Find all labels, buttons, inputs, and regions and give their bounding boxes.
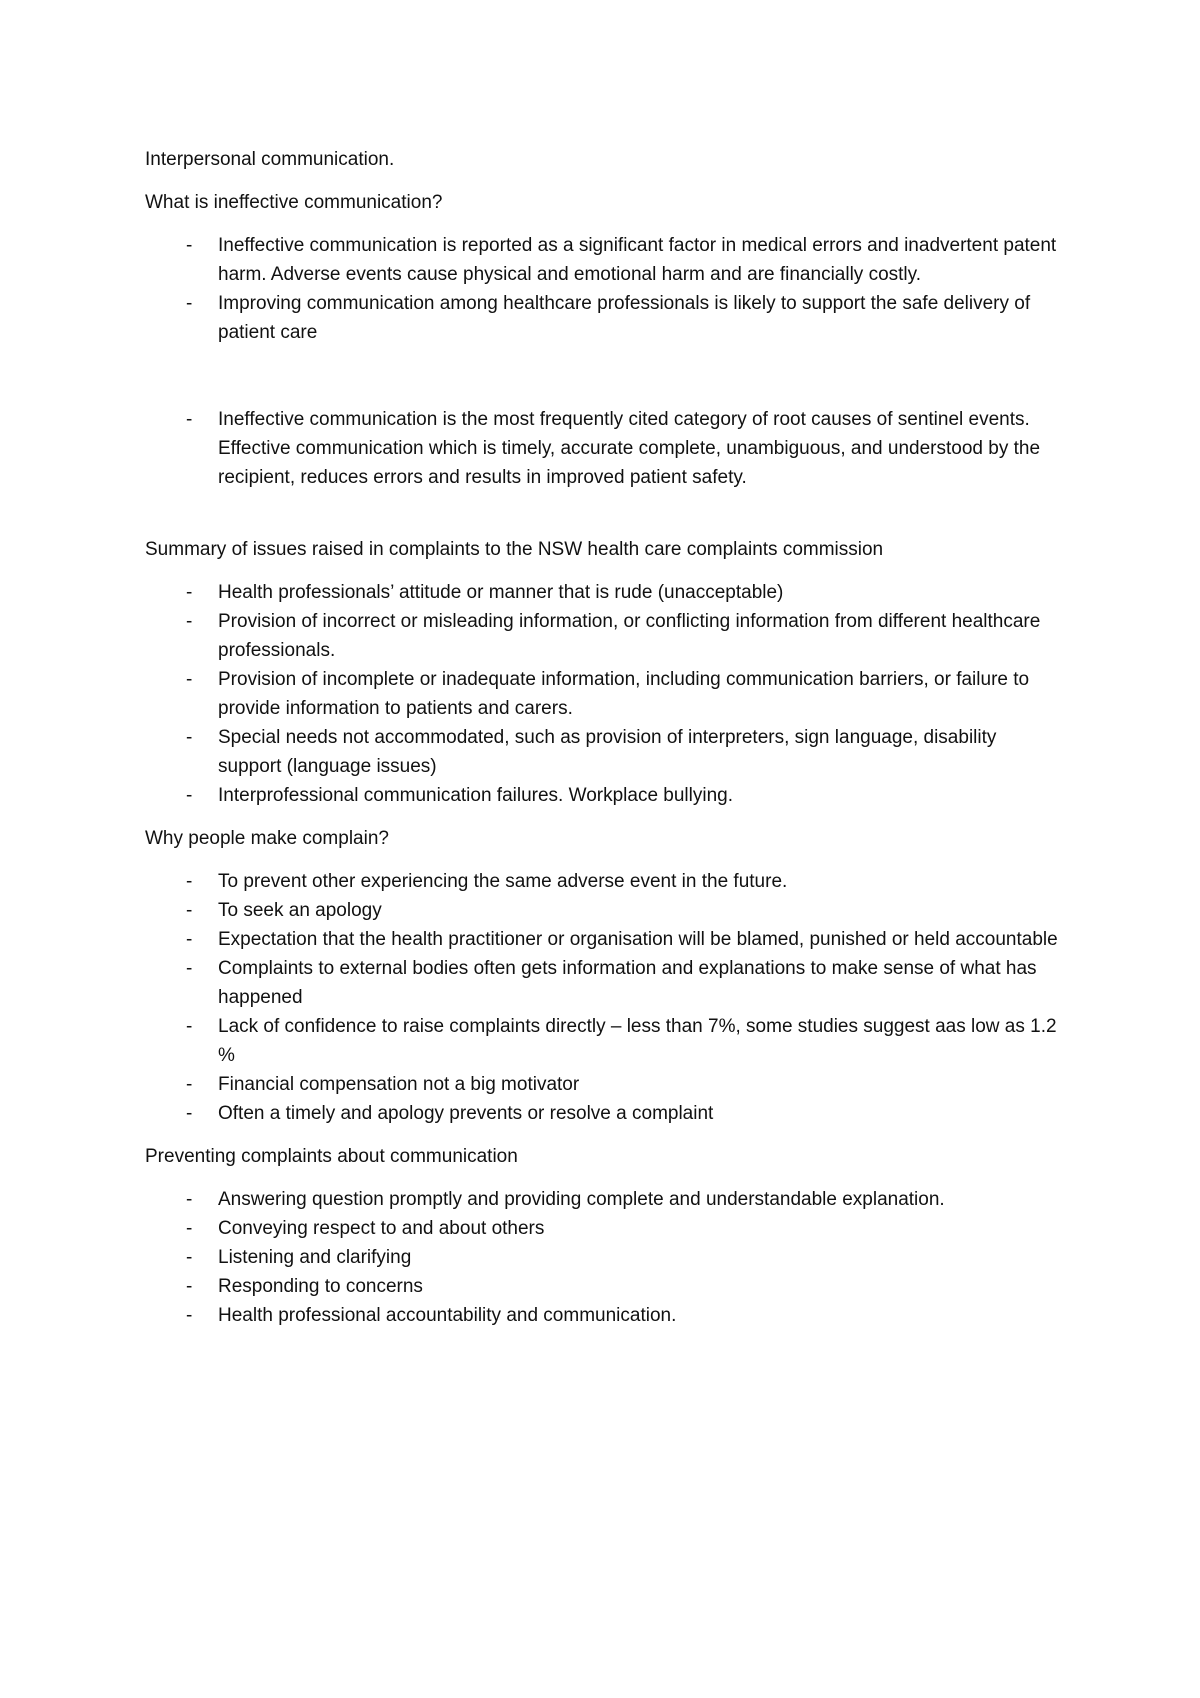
section-heading-preventing-complaints: Preventing complaints about communication	[145, 1146, 518, 1167]
list-item-text: Improving communication among healthcare professionals is likely to support the safe delivery of patient care	[218, 293, 1031, 343]
bullet-list-why-complain	[145, 867, 1065, 1128]
bullet-dash: -	[186, 582, 193, 603]
list-item-text: Provision of incorrect or misleading information, or conflicting information from different healthcare professionals.	[218, 611, 1041, 661]
list-item	[145, 1243, 1065, 1272]
bullet-list-preventing-complaints	[145, 1185, 1065, 1330]
list-item	[145, 954, 1065, 1012]
bullet-dash: -	[186, 611, 193, 632]
list-item-text: Special needs not accommodated, such as provision of interpreters, sign language, disability support (language issues)	[218, 727, 997, 777]
blank-gap	[145, 1128, 1065, 1142]
bullet-dash: -	[186, 958, 193, 979]
list-item	[145, 1272, 1065, 1301]
list-item	[145, 665, 1065, 723]
bullet-list-complaints-summary	[145, 578, 1065, 810]
list-item-text: To prevent other experiencing the same adverse event in the future.	[218, 871, 788, 892]
list-item	[145, 1070, 1065, 1099]
list-item-text: Lack of confidence to raise complaints directly – less than 7%, some studies suggest aas low as 1.2 %	[218, 1016, 1057, 1066]
bullet-dash: -	[186, 293, 193, 314]
bullet-dash: -	[186, 785, 193, 806]
bullet-dash: -	[186, 409, 193, 430]
list-item	[145, 1185, 1065, 1214]
list-item-text: Health professionals’ attitude or manner that is rude (unacceptable)	[218, 582, 784, 603]
list-item-text: Often a timely and apology prevents or resolve a complaint	[218, 1103, 714, 1124]
bullet-dash: -	[186, 871, 193, 892]
list-item	[145, 578, 1065, 607]
list-item	[145, 867, 1065, 896]
list-item-text: Conveying respect to and about others	[218, 1218, 545, 1239]
list-item-text: To seek an apology	[218, 900, 382, 921]
document-title: Interpersonal communication.	[145, 149, 395, 170]
section-heading-why-complain: Why people make complain?	[145, 828, 389, 849]
list-item-text: Health professional accountability and communication.	[218, 1305, 677, 1326]
blank-gap	[145, 810, 1065, 824]
bullet-dash: -	[186, 235, 193, 256]
bullet-dash: -	[186, 669, 193, 690]
list-item	[145, 607, 1065, 665]
list-item	[145, 1214, 1065, 1243]
blank-gap	[145, 492, 1065, 535]
list-item	[145, 781, 1065, 810]
list-item-text: Provision of incomplete or inadequate information, including communication barriers, or failure to provide information to patients and carers.	[218, 669, 1030, 719]
list-item-text: Financial compensation not a big motivator	[218, 1074, 580, 1095]
list-item-text: Ineffective communication is reported as a significant factor in medical errors and inadvertent patent harm. Adverse events cause physical and emotional harm and are financially costly.	[218, 235, 1057, 285]
list-item-text: Interprofessional communication failures. Workplace bullying.	[218, 785, 734, 806]
bullet-dash: -	[186, 1016, 193, 1037]
list-item	[145, 289, 1065, 347]
bullet-dash: -	[186, 727, 193, 748]
list-item	[145, 405, 1065, 492]
document-body	[145, 145, 1065, 1330]
bullet-dash: -	[186, 1189, 193, 1210]
list-item	[145, 1099, 1065, 1128]
list-item	[145, 925, 1065, 954]
bullet-dash: -	[186, 1103, 193, 1124]
list-item	[145, 1012, 1065, 1070]
list-item-text: Listening and clarifying	[218, 1247, 412, 1268]
bullet-dash: -	[186, 929, 193, 950]
bullet-dash: -	[186, 1218, 193, 1239]
bullet-dash: -	[186, 1305, 193, 1326]
list-item-text: Ineffective communication is the most frequently cited category of root causes of sentinel events. Effective communication which is timely, accurate complete, unambiguous, and understood by the recipient, reduces errors and results in improved patient safety.	[218, 409, 1041, 488]
bullet-dash: -	[186, 1276, 193, 1297]
list-item-text: Answering question promptly and providing complete and understandable explanation.	[218, 1189, 945, 1210]
list-item-text: Responding to concerns	[218, 1276, 423, 1297]
list-item-text: Expectation that the health practitioner or organisation will be blamed, punished or held accountable	[218, 929, 1058, 950]
list-item	[145, 723, 1065, 781]
bullet-dash: -	[186, 900, 193, 921]
bullet-list-ineffective-communication	[145, 231, 1065, 347]
list-item	[145, 1301, 1065, 1330]
bullet-dash: -	[186, 1074, 193, 1095]
list-item	[145, 231, 1065, 289]
section-heading-ineffective-communication: What is ineffective communication?	[145, 192, 443, 213]
section-heading-complaints-summary: Summary of issues raised in complaints to the NSW health care complaints commission	[145, 539, 884, 560]
bullet-list-ineffective-communication-continued	[145, 405, 1065, 492]
bullet-dash: -	[186, 1247, 193, 1268]
list-item-text: Complaints to external bodies often gets information and explanations to make sense of what has happened	[218, 958, 1037, 1008]
list-item	[145, 896, 1065, 925]
blank-gap	[145, 347, 1065, 405]
